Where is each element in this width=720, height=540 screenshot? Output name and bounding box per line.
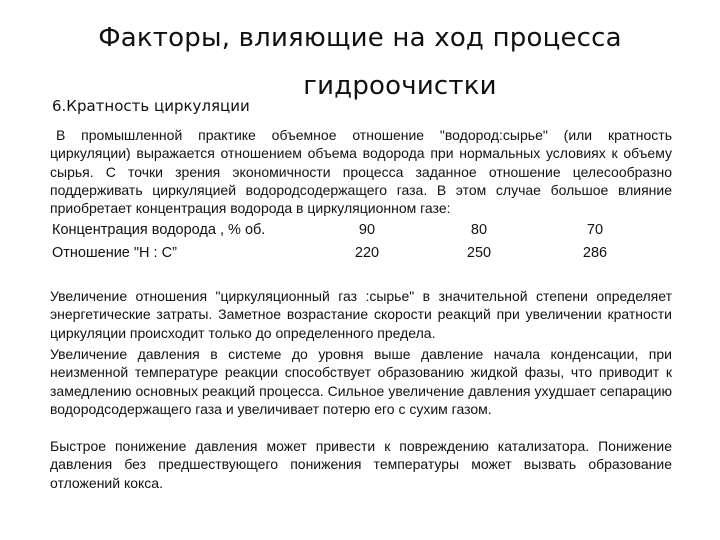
slide-title [60, 14, 660, 110]
row-label: Концентрация водорода , % об. [52, 222, 266, 238]
title-line-1: Факторы, влияющие на ход процесса [98, 23, 622, 53]
row-label: Отношение "Н : С” [52, 245, 177, 261]
title-line-2: гидроочистки [303, 71, 497, 101]
section-heading: 6.Кратность циркуляции [52, 97, 250, 115]
paragraph-circulation: Увеличение отношения "циркуляционный газ :сырье" в значительной степени определяет энергетические затраты. Заметное возрастание скорости реакций при увеличении кратности циркуляции происходит только до определенного предела. [50, 288, 672, 341]
cell-value: 90 [358, 222, 376, 238]
table-row [52, 219, 652, 242]
table-row [52, 242, 652, 265]
cell-value: 80 [470, 222, 488, 238]
paragraph-pressure-increase: Увеличение давления в системе до уровня выше давление начала конденсации, при неизменной температуре реакции способствует образованию жидкой фазы, что приводит к замедлению основных реакций процесса. Сильное увеличение давления ухудшает сепарацию водородсодержащего газа и увеличивает потерю его с сухим газом. [50, 346, 672, 417]
cell-value: 70 [586, 222, 604, 238]
cell-value: 286 [582, 245, 608, 261]
cell-value: 220 [354, 245, 380, 261]
paragraph-intro: В промышленной практике объемное отношение "водород:сырье" (или кратность циркуляции) выражается отношением объема водорода при нормальных условиях к объему сырья. С точки зрения экономичности процесса заданное отношение целесообразно поддерживать циркуляцией водородсодержащего газа. В этом случае большое влияние приобретает концентрация водорода в циркуляционном газе: [50, 127, 672, 217]
paragraph-pressure-decrease: Быстрое понижение давления может привести к повреждению катализатора. Понижение давления без предшествующего понижения температуры может вызвать образование отложений кокса. [50, 438, 672, 491]
cell-value: 250 [466, 245, 492, 261]
data-table [52, 219, 652, 265]
